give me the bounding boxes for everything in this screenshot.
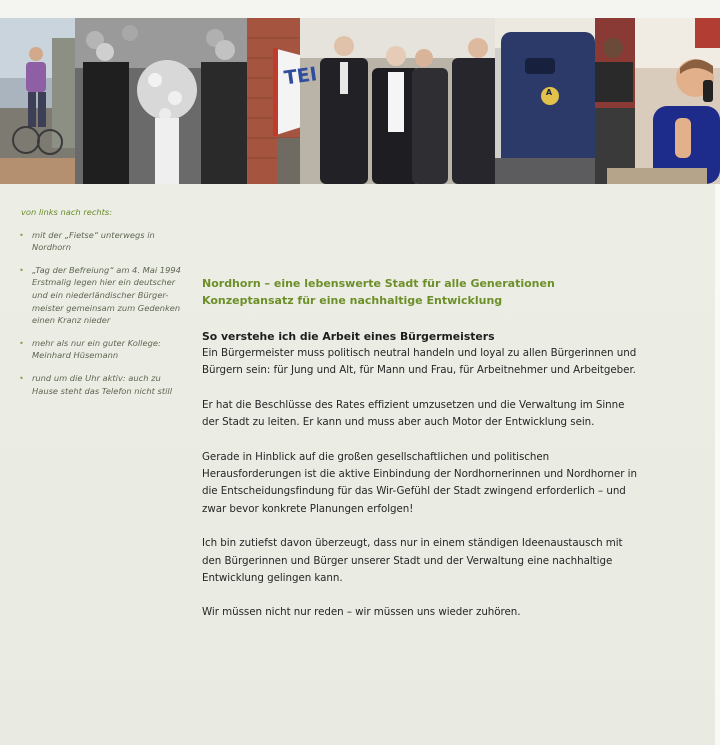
captions-title: von links nach rechts: <box>21 207 113 217</box>
photo-vehicle <box>495 18 595 184</box>
vehicle-label: A <box>545 88 553 97</box>
photo-strip <box>0 18 720 184</box>
photo-wreath-ceremony <box>75 18 247 184</box>
photo-phone-call <box>595 18 720 184</box>
article-paragraph: Ich bin zutiefst davon überzeugt, dass nur in einem ständigen Ideenaustausch mit den Bürgerinnen und Bürger unserer Stadt und der Verwaltung eine nachhaltige Entwicklung gelingen kann. <box>202 537 623 585</box>
caption-item: • rund um die Uhr aktiv: auch zu Hause steht das Telefon nicht still <box>18 372 188 397</box>
article-heading-line1: Nordhorn – eine lebenswerte Stadt für alle Generationen <box>202 277 555 290</box>
article-paragraph: Er hat die Beschlüsse des Rates effizient umzusetzen und die Verwaltung im Sinne der Stadt zu leiten. Er kann und muss aber auch Motor der Entwicklung sein. <box>202 398 625 429</box>
article-heading-line2: Konzeptansatz für eine nachhaltige Entwicklung <box>202 294 503 307</box>
article-paragraph: Wir müssen nicht nur reden – wir müssen uns wieder zuhören. <box>202 606 521 619</box>
article <box>202 275 642 639</box>
captions-list <box>18 229 188 398</box>
caption-item: • mit der „Fietse“ unterwegs in Nordhorn <box>18 229 188 254</box>
article-paragraph: Gerade in Hinblick auf die großen gesellschaftlichen und politischen Herausforderungen ist die aktive Einbindung der Nordhornerinnen und Nordhorner in die Entscheidungsfindung für das Wir-Gefühl der Stadt zwingend erforderlich – und zwar bevor konkrete Planungen erfolgen! <box>202 450 637 515</box>
photo-officials <box>300 18 510 184</box>
caption-item: • mehr als nur ein guter Kollege: Meinhard Hüsemann <box>18 337 188 362</box>
photo-cyclist <box>0 18 75 184</box>
article-paragraph: Ein Bürgermeister muss politisch neutral handeln und loyal zu allen Bürgerinnen und Bürgern sein: für Jung und Alt, für Mann und Frau, für Arbeitnehmer und Arbeitgeber. <box>202 347 637 377</box>
banner-lettering: TEI <box>282 63 319 90</box>
caption-item: • „Tag der Befreiung“ am 4. Mai 1994 Erstmalig legen hier ein deutscher und ein niederländischer Bürger-meister gemeinsam zum Gedenken einen Kranz nieder <box>18 264 188 327</box>
photo-captions <box>18 206 188 407</box>
top-margin <box>0 0 720 18</box>
article-lead: So verstehe ich die Arbeit eines Bürgermeisters <box>202 330 495 343</box>
